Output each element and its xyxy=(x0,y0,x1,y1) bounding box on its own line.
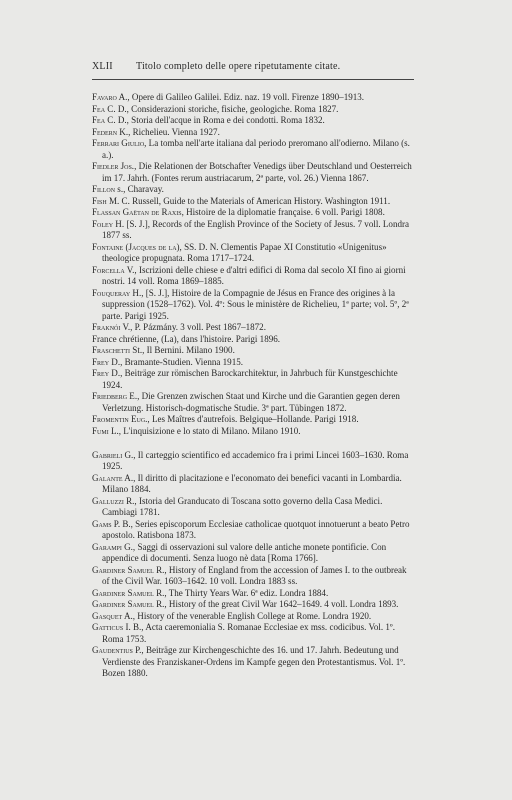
entry-text: R., The Thirty Years War. 6ª ediz. Londra 1884. xyxy=(153,587,329,598)
bibliography-entry xyxy=(92,622,414,645)
entry-author: Gaudentius xyxy=(92,645,133,655)
entry-author: Fea xyxy=(92,103,106,114)
entry-text: , SS. D. N. Clementis Papae XI Constitutio «Unigenitus» theologice propugnata. Roma 1717–1724. xyxy=(102,241,387,263)
entry-text: , Histoire de la diplomatie française. 6 voll. Parigi 1808. xyxy=(181,207,385,217)
entry-author: Fish xyxy=(92,195,107,206)
entry-text: H., [S. J.], Histoire de la Compagnie de Jésus en France des origines à la suppression (1528–1762). Vol. 4º: Sous le ministère de Richelieu, 1ª parte; vol. 5º, 2ª parte. Parigi 1925. xyxy=(102,287,409,321)
entry-text: P. B., Series episcoporum Ecclesiae catholicae quotquot innotuerunt a beato Petro apostolo. Ratisbona 1873. xyxy=(102,518,410,540)
bibliography-entry xyxy=(92,104,414,116)
bibliography-entry xyxy=(92,450,414,473)
entry-author: Gardiner Samuel xyxy=(92,587,154,598)
entry-author: Garampi xyxy=(92,541,122,552)
entry-author: Foley xyxy=(92,218,114,229)
entry-text: G., Il carteggio scientifico ed accademico fra i primi Lincei 1603–1630. Roma 1925. xyxy=(102,449,409,471)
entry-text: s., Charavay. xyxy=(115,184,164,194)
entry-author: Flassan Gaëtan de Raxis xyxy=(92,207,182,217)
bibliography-entry xyxy=(92,242,414,265)
entry-author: Gatticus xyxy=(92,622,124,632)
entry-author: Federn xyxy=(92,126,118,137)
bibliography-entry xyxy=(92,334,414,346)
entry-text: M. C. Russell, Guide to the Materials of American History. Washington 1911. xyxy=(106,195,391,206)
bibliography-entry xyxy=(92,357,414,369)
bibliography-entry xyxy=(92,426,414,438)
bibliography-entry xyxy=(92,611,414,623)
entry-author: Fillon xyxy=(92,184,116,194)
entry-author: Favaro xyxy=(92,92,117,102)
bibliography-entry xyxy=(92,196,414,208)
entry-text: France chrétienne, (La), dans l'histoire. Parigi 1896. xyxy=(92,333,281,344)
bibliography-entry xyxy=(92,645,414,680)
entry-author: Fiedler Jos. xyxy=(92,161,135,171)
entry-text: D., Beiträge zur römischen Barockarchitektur, in Jahrbuch für Kunstgeschichte 1924. xyxy=(102,368,398,390)
entry-text: L., L'inquisizione e lo stato di Milano. Milano 1910. xyxy=(108,425,301,436)
entry-text: A., Il diritto di placitazione e l'economato dei benefici vacanti in Lombardia. Milano 1884. xyxy=(102,472,402,494)
running-title: Titolo completo delle opere ripetutamente citate. xyxy=(136,61,341,72)
entry-text: , Les Maîtres d'autrefois. Belgique–Hollande. Parigi 1918. xyxy=(147,414,359,424)
bibliography-entry xyxy=(92,161,414,184)
entry-text: St., Il Bernini. Milano 1900. xyxy=(130,345,235,355)
bibliography-entry xyxy=(92,322,414,334)
entry-text: , Die Relationen der Botschafter Venedigs über Deutschland und Oesterreich im 17. Jahrh. (Fontes rerum austriacarum, 2ª parte, vol. 26.) Vienna 1867. xyxy=(102,161,412,183)
entry-text: K., Richelieu. Vienna 1927. xyxy=(117,126,220,137)
bibliography-entry xyxy=(92,391,414,414)
entry-text: A., Opere di Galileo Galilei. Ediz. naz. 19 voll. Firenze 1890–1913. xyxy=(116,92,365,102)
entry-text: C. D., Storia dell'acque in Roma e dei condotti. Roma 1832. xyxy=(105,115,325,125)
bibliography-entry xyxy=(92,414,414,426)
entry-text: R., Istoria del Granducato di Toscana sotto governo della Casa Medici. Cambiagi 1781. xyxy=(102,495,383,517)
bibliography-entry xyxy=(92,368,414,391)
entry-author: Gardiner Samuel xyxy=(92,599,154,609)
entry-author: Frey xyxy=(92,368,110,378)
entry-author: Galluzzi xyxy=(92,495,124,506)
entry-text: R., History of England from the accession of James I. to the outbreak of the Civil War. 1603–1642. 10 voll. Londra 1883 ss. xyxy=(102,564,407,586)
bibliography-entry xyxy=(92,184,414,196)
entry-text: V., Iscrizioni delle chiese e d'altri edifici di Roma dal secolo XI fino ai giorni nostri. 14 voll. Roma 1869–1885. xyxy=(102,264,406,286)
bibliography-list xyxy=(92,92,414,680)
bibliography-entry xyxy=(92,138,414,161)
entry-text: P., Beiträge zur Kirchengeschichte des 16. und 17. Jahrh. Bedeutung und Verdienste des Franziskaner-Ordens im Kampfe gegen den Protestantismus. Vol. 1º. Bozen 1880. xyxy=(102,645,406,678)
bibliography-entry xyxy=(92,115,414,127)
header-rule xyxy=(92,79,414,80)
entry-author: Gardiner Samuel xyxy=(92,564,154,575)
bibliography-entry xyxy=(92,265,414,288)
entry-author: Fromentin Eug. xyxy=(92,414,148,424)
bibliography-entry xyxy=(92,496,414,519)
entry-text: E., Die Grenzen zwischen Staat und Kirche und die Garantien gegen deren Verletzung. Historisch-dogmatische Studie. 3ª part. Tübingen 1872. xyxy=(102,391,400,413)
entry-author: Ferrari Giulio xyxy=(92,138,145,148)
entry-author: Gasquet xyxy=(92,610,123,621)
entry-text: G., Saggi di osservazioni sul valore delle antiche monete pontificie. Con appendice di documenti. Senza luogo nè data [Roma 1766]. xyxy=(102,541,387,563)
entry-author: Fea xyxy=(92,115,106,125)
entry-text: I. B., Acta caeremonialia S. Romanae Ecclesiae ex mss. codicibus. Vol. 1º. Roma 1753. xyxy=(102,622,395,644)
bibliography-entry xyxy=(92,599,414,611)
section-gap xyxy=(92,437,414,450)
entry-author: Fumi xyxy=(92,425,109,436)
entry-text: V., P. Pázmány. 3 voll. Pest 1867–1872. xyxy=(120,322,266,332)
entry-author: Gams xyxy=(92,518,112,529)
bibliography-entry xyxy=(92,542,414,565)
entry-text: H. [S. J.], Records of the English Province of the Society of Jesus. 7 voll. Londra 1877 ss. xyxy=(102,218,410,240)
bibliography-entry xyxy=(92,473,414,496)
bibliography-entry xyxy=(92,207,414,219)
entry-author: Fraknói xyxy=(92,322,121,332)
bibliography-entry xyxy=(92,565,414,588)
bibliography-entry xyxy=(92,288,414,323)
entry-author: Fouqueray xyxy=(92,287,131,298)
entry-author: Friedberg xyxy=(92,391,128,401)
entry-text: A., History of the venerable English College at Rome. Londra 1920. xyxy=(122,610,372,621)
entry-author: Fontaine (Jacques de la) xyxy=(92,241,180,252)
bibliography-entry xyxy=(92,219,414,242)
bibliography-entry xyxy=(92,519,414,542)
entry-text: D., Bramante-Studien. Vienna 1915. xyxy=(109,356,244,367)
entry-text: C. D., Considerazioni storiche, fisiche, geologiche. Roma 1827. xyxy=(105,103,339,114)
page-number: XLII xyxy=(92,61,113,72)
entry-author: Forcella xyxy=(92,264,125,275)
bibliography-entry xyxy=(92,345,414,357)
entry-author: Fraschetti xyxy=(92,345,131,355)
entry-author: Galante xyxy=(92,472,123,483)
entry-text: R., History of the great Civil War 1642–1649. 4 voll. Londra 1893. xyxy=(153,599,399,609)
bibliography-entry xyxy=(92,588,414,600)
entry-author: Frey xyxy=(92,356,110,367)
bibliography-entry xyxy=(92,127,414,139)
bibliography-entry xyxy=(92,92,414,104)
entry-text: , La tomba nell'arte italiana dal periodo preromano all'odierno. Milano (s. a.). xyxy=(102,138,410,160)
entry-author: Gabrieli xyxy=(92,449,123,460)
